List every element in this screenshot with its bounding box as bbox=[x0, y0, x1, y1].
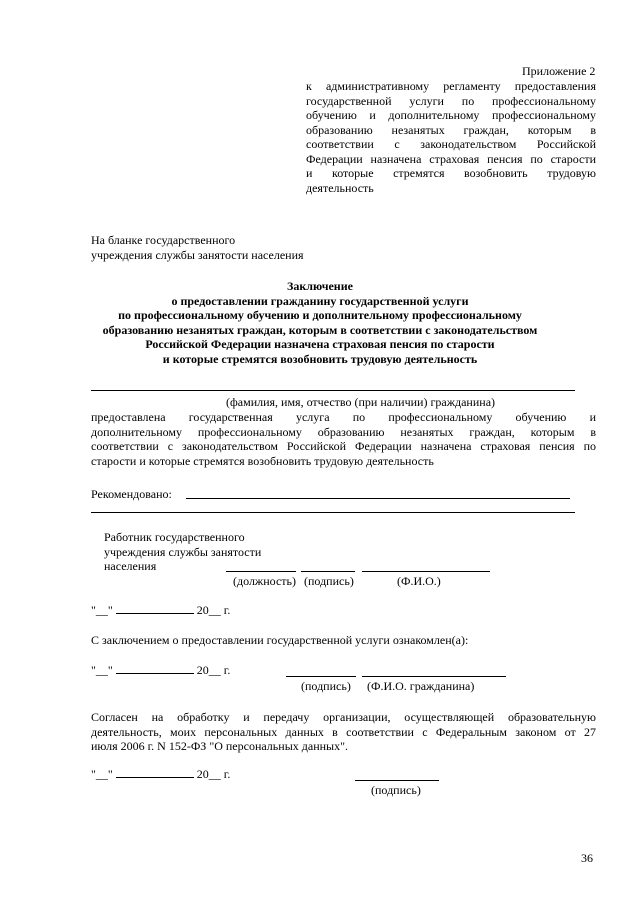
signature-caption: (подпись) bbox=[304, 574, 354, 588]
consent-text bbox=[91, 710, 596, 754]
worker-label bbox=[104, 530, 261, 574]
position-caption: (должность) bbox=[233, 574, 296, 588]
letterhead-line: На бланке государственного bbox=[91, 233, 236, 247]
title-line: о предоставлении гражданину государственной услуги bbox=[171, 293, 469, 308]
date-year[interactable]: 20__ г. bbox=[196, 767, 231, 781]
appendix-line: деятельность bbox=[306, 180, 374, 195]
citizen-name-caption: (фамилия, имя, отчество (при наличии) гражданина) bbox=[226, 395, 496, 409]
worker-line: населения bbox=[104, 559, 157, 573]
citizen-name-line[interactable] bbox=[91, 390, 575, 391]
appendix-line: образованию незанятых граждан, которым в bbox=[306, 122, 596, 137]
consent-line: деятельность, моих персональных данных в соответствии с Федеральным законом от 27 bbox=[91, 724, 596, 739]
date-field bbox=[91, 663, 230, 678]
title-line: Заключение bbox=[287, 279, 353, 293]
appendix-line: соответствии с законодательством Российской bbox=[306, 137, 596, 151]
body-line: предоставлена государственная услуга по профессиональному обучению и bbox=[91, 410, 596, 424]
signature-line[interactable] bbox=[301, 571, 355, 572]
final-signature-line[interactable] bbox=[355, 780, 439, 781]
date-month-line[interactable] bbox=[116, 767, 194, 778]
document-title bbox=[60, 279, 580, 366]
body-line: дополнительному профессиональному образованию незанятых граждан, которым в bbox=[91, 424, 596, 439]
date-day[interactable]: "__" bbox=[91, 767, 113, 781]
name-line[interactable] bbox=[362, 571, 490, 572]
appendix-label: Приложение 2 bbox=[522, 64, 596, 78]
title-line: и которые стремятся возобновить трудовую деятельность bbox=[162, 351, 478, 366]
appendix-line: обучению и дополнительному профессиональному bbox=[306, 108, 596, 122]
date-month-line[interactable] bbox=[116, 663, 194, 674]
recommended-label: Рекомендовано: bbox=[91, 487, 172, 501]
appendix-line: к административному регламенту предоставления bbox=[306, 79, 596, 93]
page-number: 36 bbox=[581, 851, 593, 865]
consent-line: Согласен на обработку и передачу организации, осуществляющей образовательную bbox=[91, 710, 596, 724]
name-caption: (Ф.И.О.) bbox=[397, 574, 441, 588]
body-line: старости и которые стремятся возобновить трудовую деятельность bbox=[91, 453, 434, 468]
appendix-text bbox=[306, 79, 596, 195]
title-line: по профессиональному обучению и дополнительному профессиональному bbox=[118, 308, 522, 322]
citizen-body bbox=[91, 410, 596, 468]
final-signature-caption: (подпись) bbox=[371, 783, 421, 797]
acquainted-text: С заключением о предоставлении государственной услуги ознакомлен(а): bbox=[91, 633, 469, 647]
body-line: соответствии с законодательством Российской Федерации назначена страховая пенсия по bbox=[91, 439, 596, 453]
letterhead-note bbox=[91, 233, 304, 262]
appendix-line: государственной услуги по профессиональному bbox=[306, 93, 596, 108]
title-line: Российской Федерации назначена страховая пенсия по старости bbox=[145, 337, 495, 351]
worker-line: учреждения службы занятости bbox=[104, 544, 262, 559]
date-month-line[interactable] bbox=[116, 603, 194, 614]
date-field bbox=[91, 767, 230, 782]
date-year[interactable]: 20__ г. bbox=[196, 663, 231, 677]
citizen-fio-caption: (Ф.И.О. гражданина) bbox=[367, 679, 475, 693]
consent-line: июля 2006 г. N 152-ФЗ "О персональных данных". bbox=[91, 739, 348, 753]
date-year[interactable]: 20__ г. bbox=[196, 603, 231, 617]
date-day[interactable]: "__" bbox=[91, 603, 113, 617]
appendix-line: и которые стремятся возобновить трудовую bbox=[306, 166, 596, 180]
title-line: образованию незанятых граждан, которым в соответствии с законодательством bbox=[102, 322, 538, 337]
citizen-fio-line[interactable] bbox=[362, 676, 506, 677]
worker-line: Работник государственного bbox=[104, 530, 245, 544]
letterhead-line: учреждения службы занятости населения bbox=[91, 247, 304, 262]
position-line[interactable] bbox=[226, 571, 296, 572]
appendix-line: Федерации назначена страховая пенсия по старости bbox=[306, 151, 596, 166]
recommended-line[interactable] bbox=[186, 498, 570, 499]
citizen-signature-caption: (подпись) bbox=[301, 679, 351, 693]
recommended-line-2[interactable] bbox=[91, 512, 575, 513]
citizen-signature-line[interactable] bbox=[286, 676, 356, 677]
date-field bbox=[91, 603, 230, 618]
date-day[interactable]: "__" bbox=[91, 663, 113, 677]
